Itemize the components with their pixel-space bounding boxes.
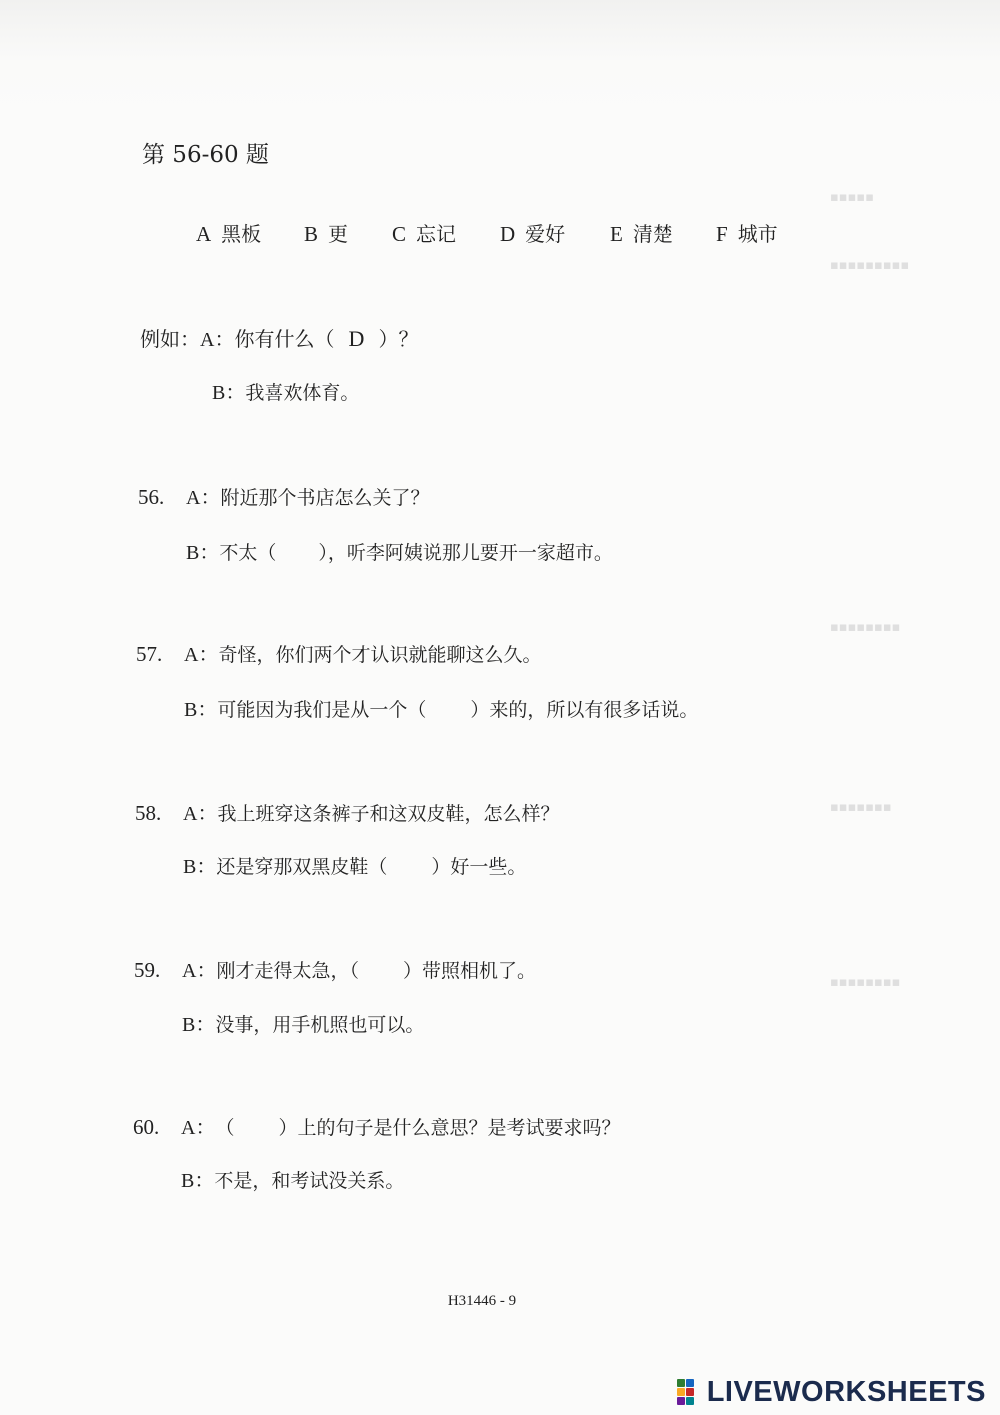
word-option-d: D 爱好 (500, 222, 566, 246)
question-57-line-a: 57. A：奇怪，你们两个才认识就能聊这么久。 (136, 642, 542, 666)
question-number: 59. (134, 958, 161, 982)
question-56-line-a: 56. A：附近那个书店怎么关了？ (138, 485, 430, 509)
question-number: 57. (136, 642, 163, 666)
question-number: 56. (138, 485, 165, 509)
question-number: 60. (133, 1115, 160, 1139)
liveworksheets-logo-icon (677, 1379, 703, 1405)
word-option-e: E 清楚 (610, 222, 673, 246)
page-footer: H31446 - 9 (447, 1293, 517, 1309)
question-59-line-a: 59. A：刚才走得太急，（ ）带照相机了。 (134, 958, 536, 982)
section-title: 第 56-60 题 (142, 142, 269, 168)
word-option-b: B 更 (304, 222, 349, 246)
question-58-line-a: 58. A：我上班穿这条裤子和这双皮鞋，怎么样？ (135, 801, 560, 825)
question-59-line-b: B：没事，用手机照也可以。 (182, 1014, 425, 1036)
bleed-through-mark: ▪▪▪▪▪▪▪▪ (830, 620, 901, 635)
question-56-line-b: B：不太（ ），听李阿姨说那儿要开一家超市。 (186, 542, 613, 564)
word-option-f: F 城市 (716, 222, 778, 246)
example-label: 例如： (140, 327, 200, 351)
bleed-through-mark: ▪▪▪▪▪ (830, 190, 875, 205)
question-60-line-b: B：不是，和考试没关系。 (181, 1170, 405, 1192)
brand-name: LIVEWORKSHEETS (706, 1375, 986, 1408)
bleed-through-mark: ▪▪▪▪▪▪▪ (830, 800, 892, 815)
question-number: 58. (135, 801, 162, 825)
speaker-a: A： (200, 329, 235, 351)
bleed-through-mark: ▪▪▪▪▪▪▪▪ (830, 975, 901, 990)
speaker-b: B： (212, 382, 246, 404)
question-58-line-b: B：还是穿那双黑皮鞋（ ）好一些。 (183, 856, 527, 878)
liveworksheets-logo[interactable] (677, 1372, 986, 1412)
bleed-through-mark: ▪▪▪▪▪▪▪▪▪ (830, 258, 910, 273)
question-60-line-a: 60. A：（ ）上的句子是什么意思？是考试要求吗？ (133, 1115, 621, 1139)
word-option-a: A 黑板 (196, 222, 262, 246)
word-option-c: C 忘记 (392, 222, 457, 246)
example-answer: D (348, 326, 365, 351)
question-57-line-b: B：可能因为我们是从一个（ ）来的，所以有很多话说。 (184, 699, 699, 721)
example-line-a: 例如：A：你有什么（ D ）？ (140, 323, 418, 352)
example-line-b: B：我喜欢体育。 (212, 376, 359, 405)
